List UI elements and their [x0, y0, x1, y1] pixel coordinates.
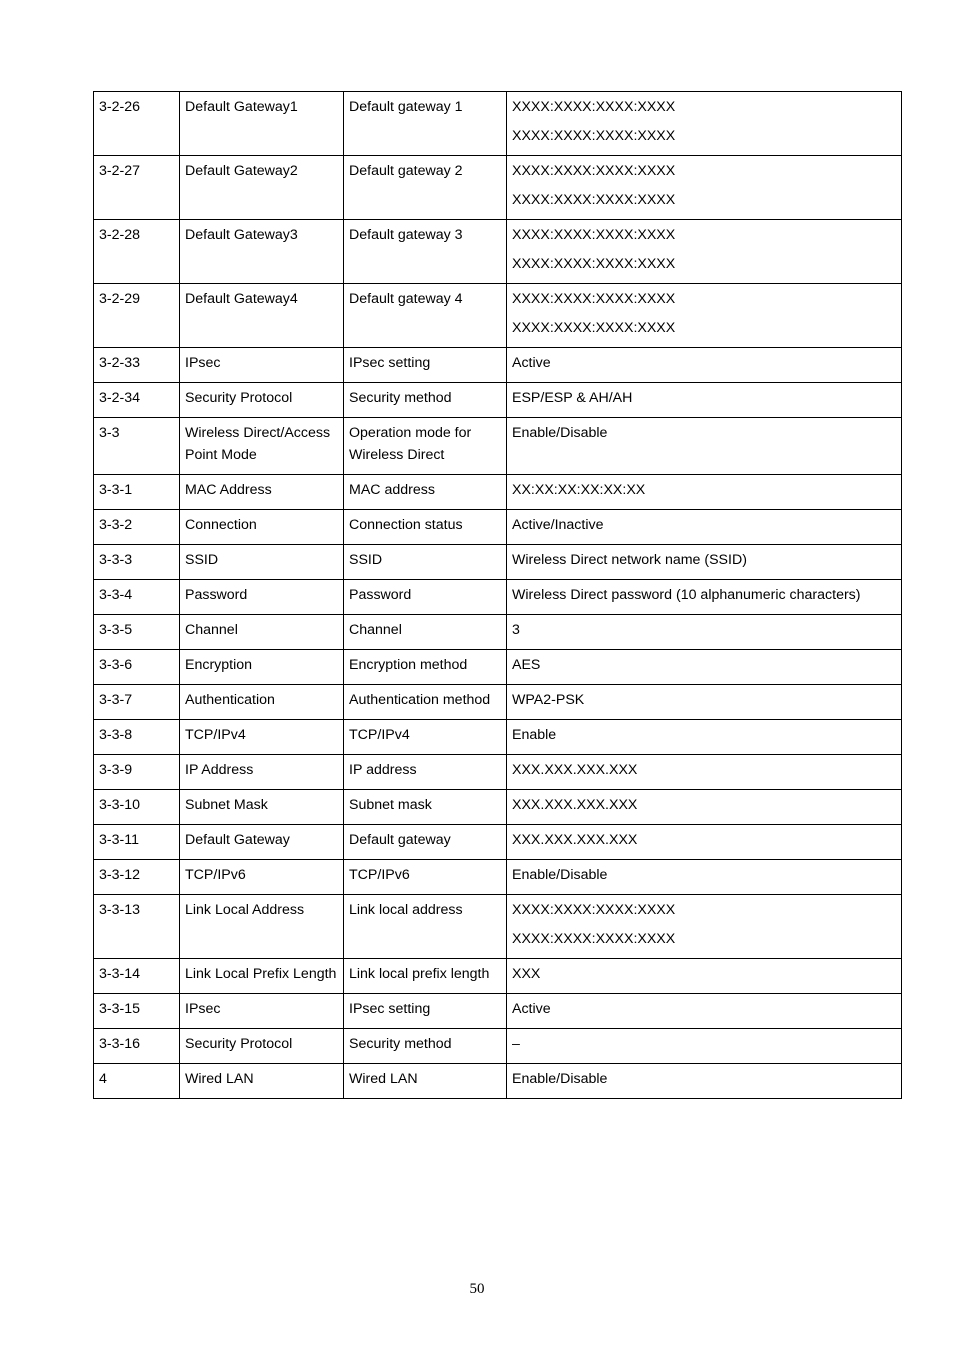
- table-row: [94, 1029, 902, 1064]
- table-row: [94, 418, 902, 475]
- setting-value-line: XXXX:XXXX:XXXX:XXXX: [512, 192, 676, 208]
- setting-item-cell: IPsec: [180, 994, 344, 1029]
- setting-description-cell: Security method: [344, 1029, 507, 1064]
- setting-description-cell: MAC address: [344, 475, 507, 510]
- setting-number-cell: 3-3-2: [94, 510, 180, 545]
- table-row: [94, 284, 902, 348]
- setting-item-cell: Default Gateway4: [180, 284, 344, 348]
- setting-number-cell: 3-3-14: [94, 959, 180, 994]
- setting-value-cell: [507, 475, 902, 510]
- setting-description-cell: TCP/IPv4: [344, 720, 507, 755]
- table-row: [94, 1064, 902, 1099]
- table-row: [94, 156, 902, 220]
- setting-item-cell: SSID: [180, 545, 344, 580]
- setting-value-cell: [507, 348, 902, 383]
- table-row: [94, 895, 902, 959]
- table-row: [94, 510, 902, 545]
- setting-value-line: Enable/Disable: [512, 867, 608, 883]
- setting-description-cell: SSID: [344, 545, 507, 580]
- setting-number-cell: 3-3-12: [94, 860, 180, 895]
- setting-description-cell: Security method: [344, 383, 507, 418]
- setting-value-cell: [507, 1029, 902, 1064]
- setting-number-cell: 3-3-6: [94, 650, 180, 685]
- setting-value-cell: [507, 284, 902, 348]
- setting-value-cell: [507, 994, 902, 1029]
- setting-number-cell: 3-2-26: [94, 92, 180, 156]
- setting-number-cell: 3-2-34: [94, 383, 180, 418]
- setting-description-cell: Password: [344, 580, 507, 615]
- setting-description-cell: Encryption method: [344, 650, 507, 685]
- table-row: [94, 860, 902, 895]
- table-row: [94, 475, 902, 510]
- setting-description-cell: Connection status: [344, 510, 507, 545]
- table-row: [94, 959, 902, 994]
- table-row: [94, 825, 902, 860]
- setting-value-line: Enable: [512, 727, 557, 743]
- setting-value-line: XXX.XXX.XXX.XXX: [512, 832, 638, 848]
- setting-item-cell: TCP/IPv4: [180, 720, 344, 755]
- setting-value-line: ESP/ESP & AH/AH: [512, 390, 633, 406]
- setting-item-cell: Wired LAN: [180, 1064, 344, 1099]
- setting-number-cell: 3-3-16: [94, 1029, 180, 1064]
- table-row: [94, 383, 902, 418]
- setting-item-cell: Password: [180, 580, 344, 615]
- setting-description-cell: Wired LAN: [344, 1064, 507, 1099]
- setting-value-cell: [507, 720, 902, 755]
- table-row: [94, 720, 902, 755]
- setting-value-line: XXXX:XXXX:XXXX:XXXX: [512, 99, 676, 115]
- setting-value-line: XX:XX:XX:XX:XX:XX: [512, 482, 646, 498]
- setting-value-cell: [507, 418, 902, 475]
- setting-number-cell: 3-3-1: [94, 475, 180, 510]
- table-row: [94, 220, 902, 284]
- setting-value-cell: [507, 685, 902, 720]
- setting-description-cell: IPsec setting: [344, 994, 507, 1029]
- setting-value-line: AES: [512, 657, 541, 673]
- setting-number-cell: 3-3-9: [94, 755, 180, 790]
- setting-value-line: 3: [512, 622, 520, 638]
- setting-description-cell: IP address: [344, 755, 507, 790]
- table-row: [94, 790, 902, 825]
- setting-item-cell: Security Protocol: [180, 1029, 344, 1064]
- setting-description-cell: Default gateway: [344, 825, 507, 860]
- setting-value-cell: [507, 580, 902, 615]
- setting-value-line: XXXX:XXXX:XXXX:XXXX: [512, 931, 676, 947]
- setting-value-cell: [507, 860, 902, 895]
- setting-number-cell: 3-3-15: [94, 994, 180, 1029]
- setting-value-line: Active/Inactive: [512, 517, 604, 533]
- setting-description-cell: Channel: [344, 615, 507, 650]
- setting-description-cell: Link local address: [344, 895, 507, 959]
- setting-value-line: XXXX:XXXX:XXXX:XXXX: [512, 227, 676, 243]
- table-row: [94, 580, 902, 615]
- setting-number-cell: 3-2-29: [94, 284, 180, 348]
- settings-table-body: [94, 92, 902, 1099]
- setting-value-line: Wireless Direct network name (SSID): [512, 552, 747, 568]
- setting-number-cell: 3-2-28: [94, 220, 180, 284]
- setting-number-cell: 3-2-33: [94, 348, 180, 383]
- setting-value-cell: [507, 895, 902, 959]
- setting-number-cell: 3-3-10: [94, 790, 180, 825]
- setting-value-cell: [507, 755, 902, 790]
- setting-item-cell: Link Local Address: [180, 895, 344, 959]
- table-row: [94, 994, 902, 1029]
- setting-value-cell: [507, 510, 902, 545]
- setting-description-cell: Subnet mask: [344, 790, 507, 825]
- setting-description-cell: Authentication method: [344, 685, 507, 720]
- setting-item-cell: Default Gateway1: [180, 92, 344, 156]
- setting-value-line: Active: [512, 1001, 551, 1017]
- setting-value-line: Enable/Disable: [512, 1071, 608, 1087]
- table-row: [94, 615, 902, 650]
- setting-value-line: XXXX:XXXX:XXXX:XXXX: [512, 291, 676, 307]
- setting-item-cell: Channel: [180, 615, 344, 650]
- setting-item-cell: Encryption: [180, 650, 344, 685]
- setting-number-cell: 3-3-13: [94, 895, 180, 959]
- table-row: [94, 685, 902, 720]
- setting-number-cell: 4: [94, 1064, 180, 1099]
- setting-value-line: Enable/Disable: [512, 425, 608, 441]
- setting-value-cell: [507, 1064, 902, 1099]
- setting-value-line: XXXX:XXXX:XXXX:XXXX: [512, 320, 676, 336]
- setting-item-cell: MAC Address: [180, 475, 344, 510]
- setting-value-cell: [507, 615, 902, 650]
- setting-value-line: Wireless Direct password (10 alphanumeric characters): [512, 587, 861, 603]
- setting-description-cell: Default gateway 2: [344, 156, 507, 220]
- setting-value-cell: [507, 959, 902, 994]
- setting-description-cell: Default gateway 3: [344, 220, 507, 284]
- setting-number-cell: 3-3-11: [94, 825, 180, 860]
- setting-value-line: XXX.XXX.XXX.XXX: [512, 762, 638, 778]
- setting-description-cell: Link local prefix length: [344, 959, 507, 994]
- setting-number-cell: 3-3: [94, 418, 180, 475]
- setting-number-cell: 3-3-8: [94, 720, 180, 755]
- table-row: [94, 545, 902, 580]
- setting-value-line: Active: [512, 355, 551, 371]
- setting-value-cell: [507, 825, 902, 860]
- setting-item-cell: Connection: [180, 510, 344, 545]
- setting-value-line: XXXX:XXXX:XXXX:XXXX: [512, 163, 676, 179]
- setting-description-cell: TCP/IPv6: [344, 860, 507, 895]
- setting-number-cell: 3-3-5: [94, 615, 180, 650]
- table-row: [94, 755, 902, 790]
- table-row: [94, 92, 902, 156]
- setting-value-cell: [507, 650, 902, 685]
- setting-item-cell: Default Gateway2: [180, 156, 344, 220]
- setting-value-line: XXXX:XXXX:XXXX:XXXX: [512, 128, 676, 144]
- setting-item-cell: IP Address: [180, 755, 344, 790]
- setting-value-line: XXX: [512, 966, 541, 982]
- setting-value-cell: [507, 220, 902, 284]
- setting-value-line: XXX.XXX.XXX.XXX: [512, 797, 638, 813]
- setting-value-cell: [507, 790, 902, 825]
- setting-description-cell: Operation mode for Wireless Direct: [344, 418, 507, 475]
- setting-number-cell: 3-2-27: [94, 156, 180, 220]
- setting-item-cell: Default Gateway: [180, 825, 344, 860]
- setting-item-cell: Wireless Direct/Access Point Mode: [180, 418, 344, 475]
- setting-item-cell: Security Protocol: [180, 383, 344, 418]
- table-row: [94, 650, 902, 685]
- setting-item-cell: Subnet Mask: [180, 790, 344, 825]
- setting-value-cell: [507, 383, 902, 418]
- setting-description-cell: Default gateway 4: [344, 284, 507, 348]
- setting-description-cell: IPsec setting: [344, 348, 507, 383]
- setting-value-line: –: [512, 1036, 520, 1052]
- table-row: [94, 348, 902, 383]
- setting-value-cell: [507, 156, 902, 220]
- setting-item-cell: TCP/IPv6: [180, 860, 344, 895]
- setting-description-cell: Default gateway 1: [344, 92, 507, 156]
- setting-value-cell: [507, 545, 902, 580]
- setting-item-cell: IPsec: [180, 348, 344, 383]
- page-number: 50: [469, 1281, 485, 1297]
- setting-value-cell: [507, 92, 902, 156]
- setting-item-cell: Link Local Prefix Length: [180, 959, 344, 994]
- setting-number-cell: 3-3-7: [94, 685, 180, 720]
- setting-item-cell: Authentication: [180, 685, 344, 720]
- setting-value-line: WPA2-PSK: [512, 692, 585, 708]
- setting-number-cell: 3-3-4: [94, 580, 180, 615]
- setting-value-line: XXXX:XXXX:XXXX:XXXX: [512, 256, 676, 272]
- setting-item-cell: Default Gateway3: [180, 220, 344, 284]
- setting-number-cell: 3-3-3: [94, 545, 180, 580]
- settings-table: [93, 91, 902, 1099]
- setting-value-line: XXXX:XXXX:XXXX:XXXX: [512, 902, 676, 918]
